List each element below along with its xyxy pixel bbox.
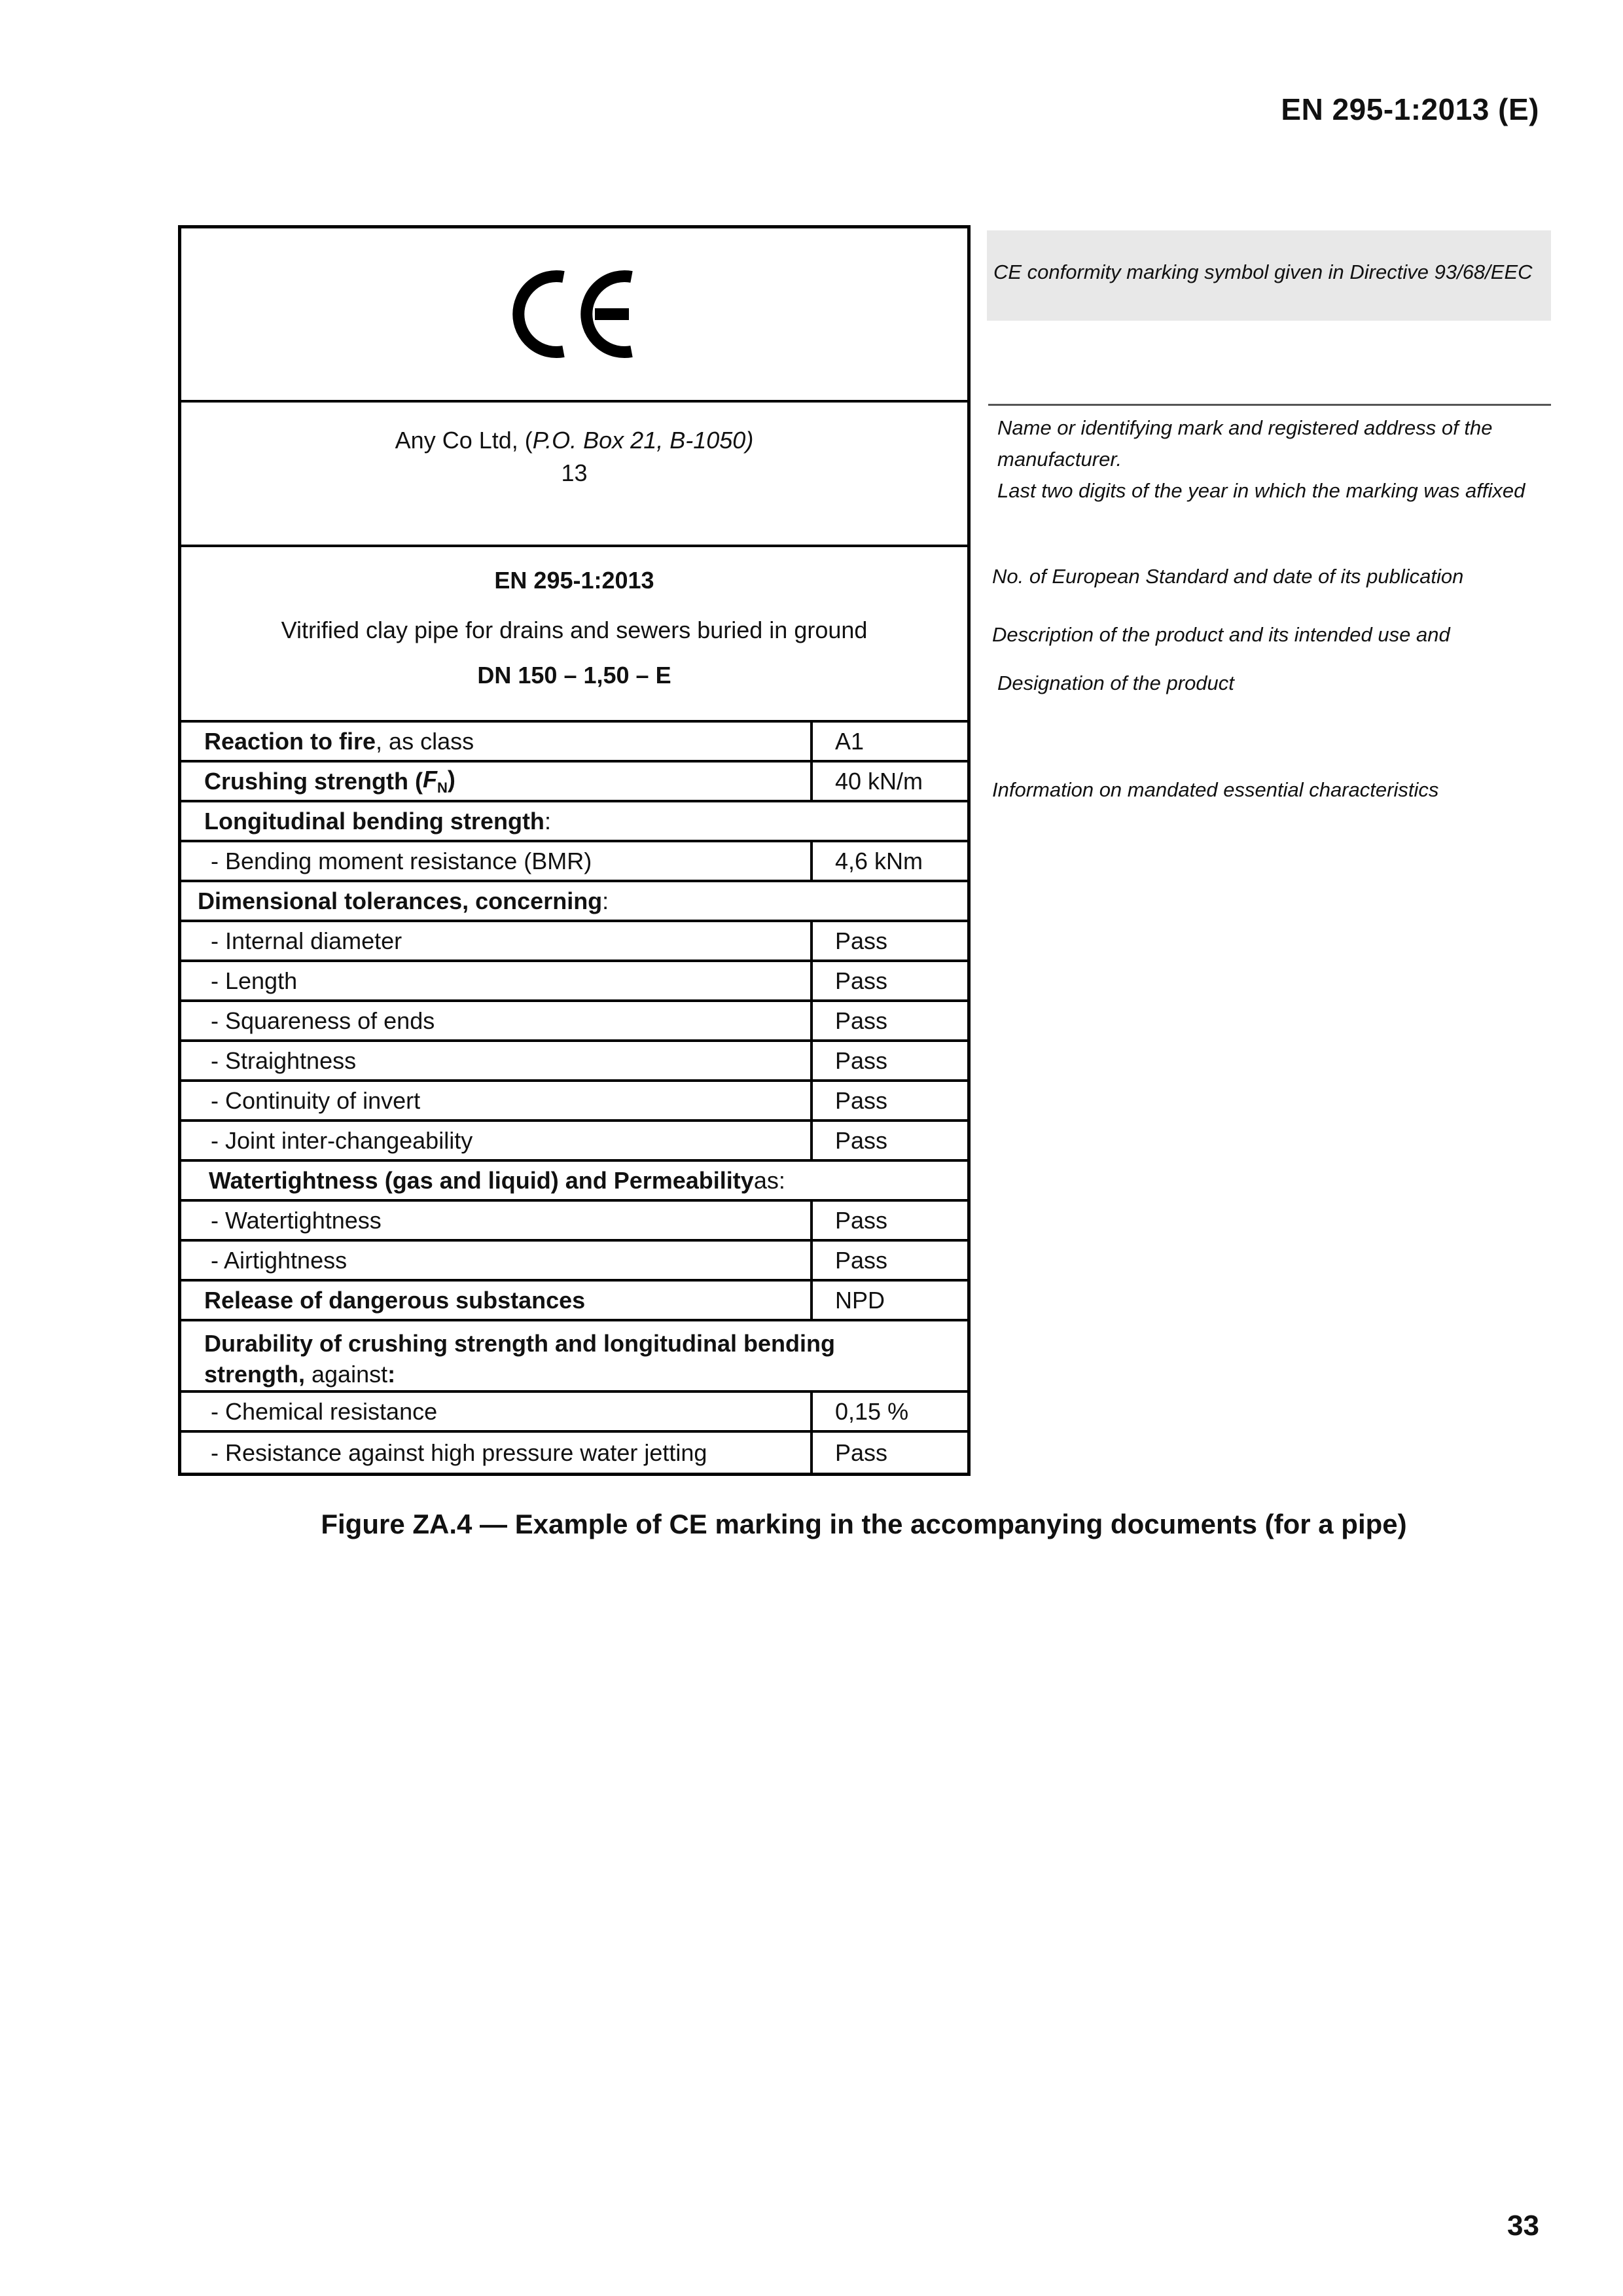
characteristic-row — [181, 1002, 967, 1042]
label-bold: Crushing strength ( — [204, 767, 423, 795]
characteristic-row — [181, 1082, 967, 1122]
characteristic-label: - Straightness — [181, 1042, 813, 1079]
characteristic-label: - Airtightness — [181, 1242, 813, 1279]
manufacturer-name — [181, 403, 967, 454]
annotation-designation: Designation of the product — [997, 672, 1234, 694]
characteristic-value: A1 — [835, 727, 865, 755]
product-description: Vitrified clay pipe for drains and sewers buried in ground — [281, 617, 868, 643]
manufacturer-prefix: Any Co Ltd, ( — [395, 427, 533, 454]
characteristic-label — [181, 762, 813, 800]
characteristic-row — [181, 1393, 967, 1433]
characteristic-label: - Internal diameter — [181, 922, 813, 960]
characteristic-row — [181, 922, 967, 962]
characteristic-group-header — [181, 1321, 967, 1393]
characteristic-label: - Continuity of invert — [181, 1082, 813, 1119]
characteristic-value: Pass — [835, 1126, 888, 1154]
characteristic-row — [181, 1042, 967, 1082]
characteristic-value: 4,6 kNm — [835, 847, 923, 874]
characteristic-row — [181, 962, 967, 1002]
characteristic-label: - Joint inter-changeability — [181, 1122, 813, 1159]
characteristic-label — [181, 723, 813, 760]
characteristic-label — [181, 1282, 813, 1319]
characteristic-label: - Bending moment resistance (BMR) — [181, 842, 813, 880]
characteristic-group-header — [181, 802, 967, 842]
label-bold: Durability of crushing strength and longitudinal bending — [204, 1330, 835, 1357]
label-subscript: N — [437, 780, 448, 797]
characteristic-row — [181, 723, 967, 762]
characteristic-row — [181, 1242, 967, 1282]
characteristic-label: - Squareness of ends — [181, 1002, 813, 1039]
characteristic-row — [181, 1433, 967, 1473]
label-colon: : — [387, 1361, 396, 1388]
characteristic-value: Pass — [835, 1206, 888, 1234]
label-rest: , as class — [376, 727, 474, 755]
year-digits: 13 — [561, 459, 588, 486]
annotation-ce: CE conformity marking symbol given in Directive 93/68/EEC — [987, 230, 1551, 321]
characteristic-value: Pass — [835, 1047, 888, 1074]
characteristic-label: - Chemical resistance — [181, 1393, 813, 1430]
characteristic-label — [181, 882, 967, 920]
characteristic-group-header — [181, 882, 967, 922]
characteristic-value: Pass — [835, 967, 888, 994]
label-close: ) — [447, 765, 455, 793]
characteristic-value: 0,15 % — [835, 1397, 909, 1425]
label-bold: Release of dangerous substances — [204, 1286, 586, 1314]
characteristic-value: 40 kN/m — [835, 767, 923, 795]
ce-symbol-row — [181, 228, 967, 403]
document-standard-reference: EN 295-1:2013 (E) — [1281, 92, 1539, 126]
standard-row — [181, 547, 967, 723]
characteristic-row — [181, 1282, 967, 1321]
annotation-manufacturer-line: Name or identifying mark and registered address of the manufacturer. — [997, 416, 1493, 471]
ce-mark-icon — [506, 265, 643, 363]
label-bold: Longitudinal bending strength — [204, 807, 544, 834]
annotation-description: Description of the product and its intended use and — [992, 623, 1450, 646]
ce-marking-box — [178, 225, 971, 1476]
characteristic-value: Pass — [835, 1086, 888, 1114]
standard-number: EN 295-1:2013 — [494, 567, 654, 594]
characteristic-value: Pass — [835, 1439, 888, 1466]
figure-caption: Figure ZA.4 — Example of CE marking in the accompanying documents (for a pipe) — [321, 1509, 1407, 1539]
annotation-characteristics: Information on mandated essential characteristics — [992, 778, 1439, 801]
characteristic-row — [181, 762, 967, 802]
characteristic-label: - Length — [181, 962, 813, 999]
page-number: 33 — [1507, 2210, 1539, 2242]
manufacturer-row — [181, 403, 967, 547]
characteristic-row — [181, 1202, 967, 1242]
characteristic-label — [181, 802, 967, 840]
characteristic-group-header — [181, 1162, 967, 1202]
label-bold: Dimensional tolerances, concerning — [198, 887, 603, 914]
annotation-divider — [988, 404, 1551, 406]
characteristic-value: NPD — [835, 1286, 885, 1314]
product-designation: DN 150 – 1,50 – E — [477, 662, 671, 689]
characteristic-label — [181, 1321, 967, 1390]
label-bold: strength, — [204, 1361, 306, 1388]
annotation-manufacturer — [987, 412, 1560, 507]
characteristic-label — [181, 1162, 967, 1199]
label-italic: F — [422, 765, 437, 793]
annotation-year-line: Last two digits of the year in which the marking was affixed — [997, 479, 1525, 502]
manufacturer-address: P.O. Box 21, B-1050) — [532, 427, 754, 454]
characteristic-row — [181, 1122, 967, 1162]
label-rest: as: — [753, 1166, 785, 1194]
characteristic-value: Pass — [835, 1246, 888, 1274]
label-bold: Reaction to fire — [204, 727, 376, 755]
label-rest: : — [544, 807, 551, 834]
annotation-standard: No. of European Standard and date of its publication — [992, 565, 1464, 588]
label-rest: : — [602, 887, 609, 914]
characteristic-value: Pass — [835, 927, 888, 954]
characteristic-label: - Resistance against high pressure water jetting — [181, 1433, 813, 1473]
characteristic-row — [181, 842, 967, 882]
characteristic-value: Pass — [835, 1007, 888, 1034]
characteristic-label: - Watertightness — [181, 1202, 813, 1239]
label-rest: against — [305, 1361, 388, 1388]
label-bold: Watertightness (gas and liquid) and Permeability — [209, 1166, 754, 1194]
